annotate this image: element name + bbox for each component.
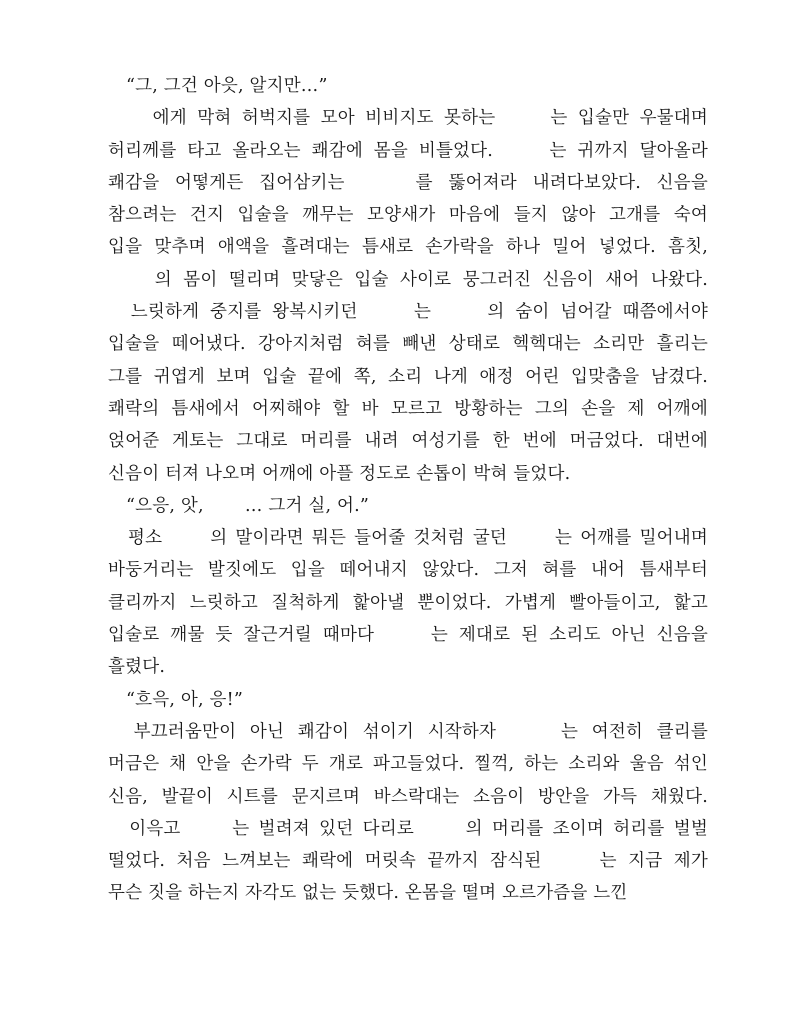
text-line-10: 그를 귀엽게 보며 입술 끝에 쪽, 소리 나게 애정 어린 입맞춤을 남겼다. [108, 366, 708, 387]
text-line-23: 신음, 발끝이 시트를 문지르며 바스락대는 소음이 방안을 가득 채웠다. [108, 786, 708, 807]
text-line-24: 이윽고 는 벌려져 있던 다리로 의 머리를 조이며 허리를 벌벌 [108, 818, 708, 839]
text-line-5: 참으려는 건지 입술을 깨무는 모양새가 마음에 들지 않아 고개를 숙여 [108, 205, 708, 226]
text-line-2: 에게 막혀 허벅지를 모아 비비지도 못하는 는 입술만 우물대며 [108, 108, 708, 129]
text-line-13: 신음이 터져 나오며 어깨에 아플 정도로 손톱이 박혀 들었다. [108, 463, 571, 484]
text-line-8: 느릿하게 중지를 왕복시키던 는 의 숨이 넘어갈 때쯤에서야 [108, 302, 708, 323]
text-line-6: 입을 맞추며 애액을 흘려대는 틈새로 손가락을 하나 밀어 넣었다. 흠칫, [108, 237, 708, 258]
text-line-26: 무슨 짓을 하는지 자각도 없는 듯했다. 온몸을 떨며 오르가즘을 느낀 [108, 883, 628, 904]
text-line-20: “흐윽, 아, 응!” [126, 689, 243, 710]
text-line-14: “으응, 앗, … 그거 실, 어.” [126, 495, 369, 516]
text-line-11: 쾌락의 틈새에서 어찌해야 할 바 모르고 방황하는 그의 손을 제 어깨에 [108, 398, 708, 419]
text-line-1: “그, 그건 아읏, 알지만…” [126, 76, 328, 96]
document-body [108, 70, 708, 910]
text-line-18: 입술로 깨물 듯 잘근거릴 때마다 는 제대로 된 소리도 아닌 신음을 [108, 625, 708, 646]
text-line-4: 쾌감을 어떻게든 집어삼키는 를 뚫어져라 내려다보았다. 신음을 [108, 172, 708, 193]
text-line-21: 부끄러움만이 아닌 쾌감이 섞이기 시작하자 는 여전히 클리를 [108, 721, 708, 742]
text-line-15: 평소 의 말이라면 뭐든 들어줄 것처럼 굴던 는 어깨를 밀어내며 [108, 528, 708, 549]
text-line-7: 의 몸이 떨리며 맞닿은 입술 사이로 뭉그러진 신음이 새어 나왔다. [108, 269, 708, 290]
text-line-12: 얹어준 게토는 그대로 머리를 내려 여성기를 한 번에 머금었다. 대번에 [108, 431, 708, 452]
text-line-9: 입술을 떼어냈다. 강아지처럼 혀를 빼낸 상태로 헥헥대는 소리만 흘리는 [108, 334, 708, 355]
text-line-16: 바둥거리는 발짓에도 입을 떼어내지 않았다. 그저 혀를 내어 틈새부터 [108, 560, 708, 581]
text-line-22: 머금은 채 안을 손가락 두 개로 파고들었다. 찔꺽, 하는 소리와 울음 섞인 [108, 754, 708, 775]
text-line-3: 허리께를 타고 올라오는 쾌감에 몸을 비틀었다. 는 귀까지 달아올라 [108, 140, 708, 161]
text-line-17: 클리까지 느릿하고 질척하게 핥아낼 뿐이었다. 가볍게 빨아들이고, 핥고 [108, 592, 708, 613]
text-line-19: 흘렸다. [108, 657, 166, 678]
text-line-25: 떨었다. 처음 느껴보는 쾌락에 머릿속 끝까지 잠식된 는 지금 제가 [108, 851, 708, 872]
